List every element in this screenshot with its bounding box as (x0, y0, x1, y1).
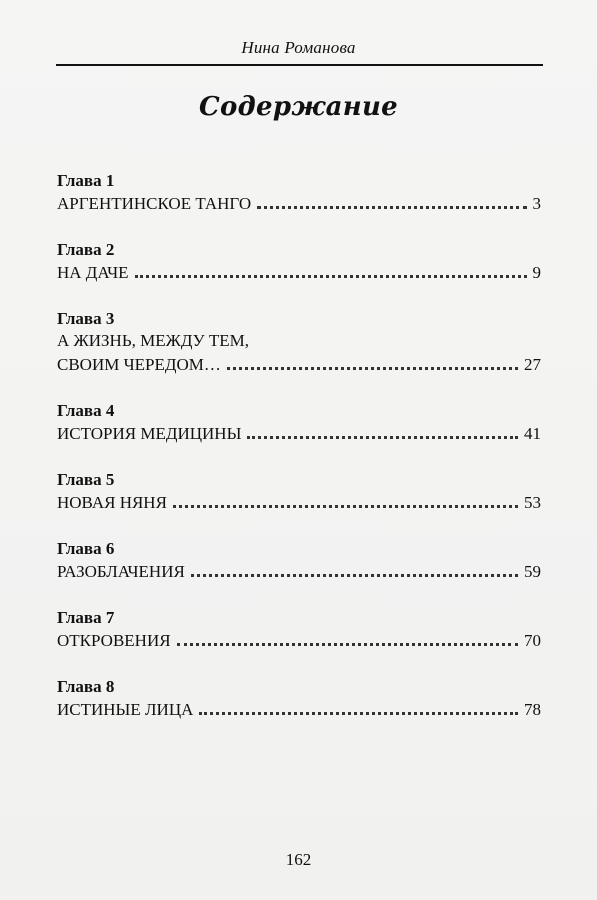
chapter-label: Глава 5 (57, 470, 115, 489)
toc-leader-line (57, 353, 541, 376)
toc-leader-line (57, 698, 541, 721)
header-rule (56, 64, 543, 66)
chapter-title: РАЗОБЛАЧЕНИЯ (57, 562, 185, 581)
dot-leader (177, 629, 518, 646)
chapter-page-number: 41 (524, 424, 541, 443)
chapter-label: Глава 1 (57, 171, 115, 190)
chapter-title: ОТКРОВЕНИЯ (57, 631, 171, 650)
toc-entry[interactable] (57, 607, 541, 652)
dot-leader (191, 560, 518, 577)
chapter-label: Глава 6 (57, 539, 115, 558)
chapter-title: НОВАЯ НЯНЯ (57, 493, 167, 512)
chapter-page-number: 70 (524, 631, 541, 650)
toc-entry[interactable] (57, 170, 541, 215)
dot-leader (227, 353, 518, 370)
toc-entry[interactable] (57, 239, 541, 284)
chapter-title: СВОИМ ЧЕРЕДОМ… (57, 355, 221, 374)
toc-entry[interactable] (57, 676, 541, 721)
chapter-label: Глава 3 (57, 309, 115, 328)
toc-entry[interactable] (57, 469, 541, 514)
chapter-page-number: 78 (524, 700, 541, 719)
toc-leader-line (57, 491, 541, 514)
toc-entry[interactable] (57, 538, 541, 583)
chapter-label: Глава 4 (57, 401, 115, 420)
chapter-title: АРГЕНТИНСКОЕ ТАНГО (57, 194, 252, 213)
dot-leader (135, 261, 527, 278)
chapter-title-line: А ЖИЗНЬ, МЕЖДУ ТЕМ, (57, 331, 250, 350)
toc-title: Содержание (198, 92, 399, 122)
toc-entry[interactable] (57, 308, 541, 376)
chapter-page-number: 59 (524, 562, 541, 581)
running-head: Нина Романова (241, 38, 356, 57)
toc-leader-line (57, 560, 541, 583)
chapter-page-number: 27 (524, 355, 541, 374)
chapter-label: Глава 7 (57, 608, 115, 627)
dot-leader (199, 698, 518, 715)
toc-leader-line (57, 261, 541, 284)
dot-leader (247, 422, 518, 439)
dot-leader (173, 491, 518, 508)
toc-leader-line (57, 192, 541, 215)
toc-entry[interactable] (57, 400, 541, 445)
toc-leader-line (57, 422, 541, 445)
chapter-page-number: 53 (524, 493, 541, 512)
toc-leader-line (57, 629, 541, 652)
chapter-title: ИСТОРИЯ МЕДИЦИНЫ (57, 424, 242, 443)
chapter-page-number: 9 (532, 263, 541, 282)
dot-leader (257, 192, 526, 209)
chapter-page-number: 3 (532, 194, 541, 213)
chapter-title: НА ДАЧЕ (57, 263, 129, 282)
page-number: 162 (285, 850, 312, 869)
chapter-label: Глава 2 (57, 240, 115, 259)
chapter-title: ИСТИНЫЕ ЛИЦА (57, 700, 194, 719)
table-of-contents (57, 170, 541, 745)
chapter-label: Глава 8 (57, 677, 115, 696)
